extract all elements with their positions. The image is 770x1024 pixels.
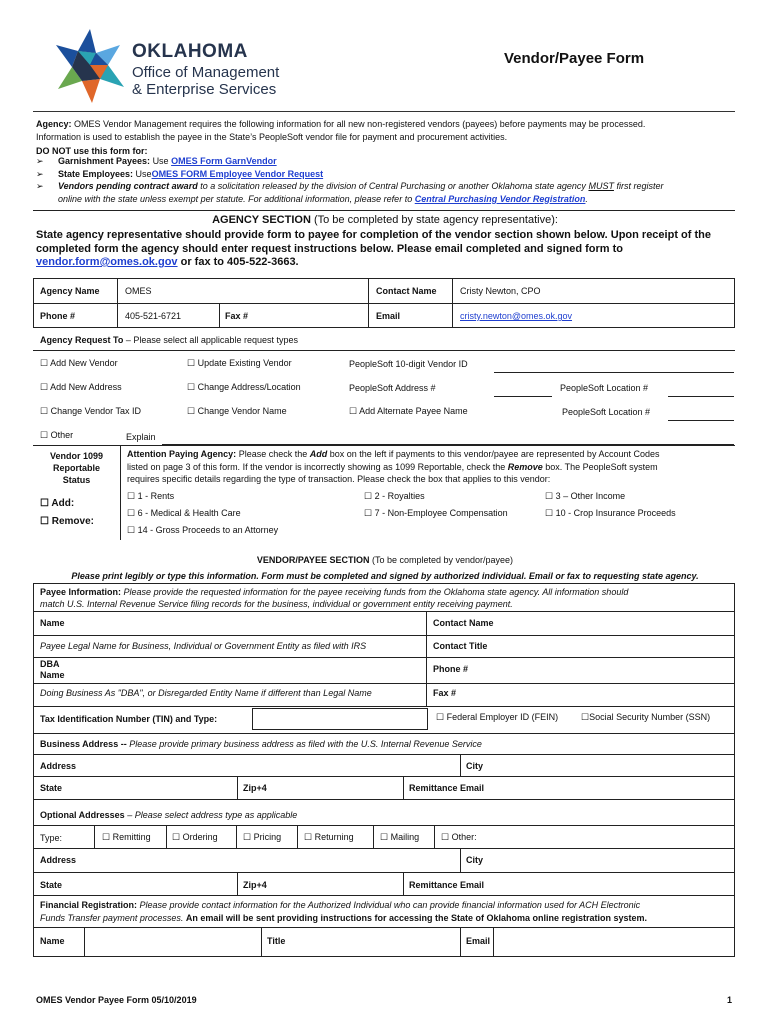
ps-location-label: PeopleSoft Location # <box>560 383 649 393</box>
remit-email-label: Remittance Email <box>409 783 485 793</box>
checkbox-icon <box>364 491 372 501</box>
header-divider <box>33 111 735 112</box>
city2-label: City <box>466 855 484 865</box>
vendor-fax-field[interactable] <box>470 685 730 701</box>
code14-label: 14 - Gross Proceeds to an Attorney <box>137 525 279 535</box>
fein-checkbox[interactable] <box>436 712 558 723</box>
bullet3-line2: online with the state unless exempt per statute. For additional information, please refer to <box>58 193 413 204</box>
agency-title: AGENCY SECTION <box>212 214 311 226</box>
remit2-divider <box>403 872 404 895</box>
tin-label: Tax Identification Number (TIN) and Type: <box>40 714 218 724</box>
dba-name-field[interactable] <box>80 660 420 680</box>
agency-instructions <box>36 229 746 270</box>
checkbox-icon <box>40 516 49 527</box>
business-addr-note: Please provide primary business address as filed with the U.S. Internal Revenue Service <box>129 739 482 749</box>
vendor-phone-label: Phone # <box>433 664 469 674</box>
code6-label: 6 - Medical & Health Care <box>137 508 241 518</box>
col-divider <box>452 278 453 328</box>
add-address-label: Add New Address <box>50 382 122 392</box>
fin-name-field[interactable] <box>90 931 255 951</box>
pricing-checkbox[interactable] <box>243 832 281 843</box>
vendor-fax-label: Fax # <box>433 688 457 698</box>
code1-checkbox[interactable] <box>127 491 174 502</box>
fax-text: or fax to 405-522-3663. <box>180 256 299 268</box>
financial-registration <box>40 899 730 924</box>
agency-request-heading <box>40 335 298 345</box>
payee-info-label: Payee Information: <box>40 587 122 597</box>
bullet2-label: State Employees: <box>58 168 134 179</box>
code10-label: 10 - Crop Insurance Proceeds <box>555 508 676 518</box>
agency-title-note: (To be completed by state agency representative): <box>313 214 558 226</box>
vendor-title: VENDOR/PAYEE SECTION <box>256 555 370 565</box>
explain-label: Explain <box>126 432 156 442</box>
checkbox-icon <box>187 382 195 392</box>
type-divider <box>166 825 167 848</box>
code6-checkbox[interactable] <box>127 508 241 519</box>
dba-label1: DBA <box>40 659 60 669</box>
agency-instr1: State agency representative should provide form to payee for completion of the vendor section shown below. Upon receipt of the <box>36 229 711 241</box>
row-line <box>33 657 735 658</box>
remit-divider <box>403 776 404 799</box>
type-divider <box>236 825 237 848</box>
status-label3: Status <box>62 475 91 485</box>
attn-label: Attention Paying Agency: <box>127 449 237 459</box>
checkbox-icon <box>127 525 135 535</box>
ordering-label: Ordering <box>182 832 218 842</box>
bullet2-text: Use <box>135 168 152 179</box>
bullet-employees <box>36 168 736 181</box>
email-field[interactable]: cristy.newton@omes.ok.gov <box>460 311 573 321</box>
row-line <box>33 635 735 636</box>
agency-section-title <box>0 214 770 226</box>
contact-name-label: Contact Name <box>376 286 437 296</box>
other-type-checkbox[interactable] <box>441 832 477 843</box>
bullet1-text: Use <box>152 156 169 166</box>
status-label <box>33 450 120 486</box>
ps-address-field[interactable] <box>494 396 552 397</box>
change-address-label: Change Address/Location <box>197 382 301 392</box>
dba-hint: Doing Business As "DBA", or Disregarded Entity Name if different than Legal Name <box>40 688 372 698</box>
contact-title-field[interactable] <box>505 638 730 654</box>
business-address-heading <box>40 739 482 749</box>
checkbox-icon <box>349 406 357 416</box>
checkbox-icon <box>441 832 449 842</box>
bullet-garnishment <box>36 155 736 168</box>
bullet1-label: Garnishment Payees: <box>58 156 151 166</box>
phone-field[interactable]: 405-521-6721 <box>125 311 182 321</box>
remitting-label: Remitting <box>112 832 151 842</box>
change-tax-label: Change Vendor Tax ID <box>50 406 141 416</box>
fin-label: Financial Registration: <box>40 900 138 910</box>
other-label: Other <box>50 430 74 440</box>
city2-field[interactable] <box>492 851 730 867</box>
add-1099-checkbox[interactable] <box>40 498 74 509</box>
add-1099-label: Add: <box>51 498 75 509</box>
checkbox-icon <box>40 358 48 368</box>
vendor-col-divider <box>426 611 427 706</box>
checkbox-icon <box>40 406 48 416</box>
zip-divider <box>237 776 238 799</box>
state-label: State <box>40 783 63 793</box>
status-divider <box>33 445 735 446</box>
agency-text: OMES Vendor Management requires the following information for all new non-registered vendors (payees) before payments may be processed. <box>74 119 646 129</box>
ssn-checkbox[interactable] <box>581 712 710 723</box>
payee-info-text: Please provide the requested information for the payee receiving funds from the Oklahoma state agency. All information should <box>123 587 629 597</box>
fin-email-label: Email <box>466 936 491 946</box>
checkbox-icon <box>581 712 589 722</box>
arrow-bullet-icon: ➢ <box>36 156 44 166</box>
row-line <box>33 733 735 734</box>
intro <box>36 118 736 158</box>
checkbox-icon <box>545 508 553 518</box>
bullet3-must: MUST <box>588 181 614 191</box>
row-line <box>33 776 735 777</box>
code14-checkbox[interactable] <box>127 525 278 536</box>
state2-label: State <box>40 880 63 890</box>
agency-text2: Information is used to establish the payee in the State’s PeopleSoft vendor file for payment and procurement activities. <box>36 132 508 142</box>
remitting-checkbox[interactable] <box>102 832 151 843</box>
returning-label: Returning <box>314 832 354 842</box>
contact-title-label: Contact Title <box>433 641 488 651</box>
row-line <box>33 927 735 928</box>
fin-divider <box>84 927 85 957</box>
code7-label: 7 - Non-Employee Compensation <box>374 508 508 518</box>
attn-line2b: box. The PeopleSoft system <box>545 461 658 472</box>
phone-label: Phone # <box>40 311 76 321</box>
optional-addresses-heading <box>40 810 297 820</box>
fin-divider <box>460 927 461 957</box>
add-vendor-label: Add New Vendor <box>50 358 118 368</box>
central-purchasing-link[interactable]: Central Purchasing Vendor Registration <box>414 193 586 204</box>
email-label: Email <box>376 311 401 321</box>
dba-label2: Name <box>40 670 65 680</box>
other-type-label: Other: <box>451 832 477 842</box>
fin-divider <box>493 927 494 957</box>
row-line <box>33 825 735 826</box>
garnvendor-link[interactable]: OMES Form GarnVendor <box>171 156 277 166</box>
status-col-divider <box>120 445 121 540</box>
zip2-label: Zip+4 <box>243 880 267 890</box>
type-divider <box>94 825 95 848</box>
row-line <box>33 683 735 684</box>
status-label1: Vendor 1099 <box>49 451 104 461</box>
arrow-bullet-icon: ➢ <box>36 181 44 191</box>
contact-name-field[interactable]: Cristy Newton, CPO <box>460 286 541 296</box>
type-divider <box>434 825 435 848</box>
alt-payee-label: Add Alternate Payee Name <box>359 406 468 416</box>
update-vendor-label: Update Existing Vendor <box>197 358 292 368</box>
legal-name-hint: Payee Legal Name for Business, Individual or Government Entity as filed with IRS <box>40 641 367 651</box>
other-type-field[interactable] <box>485 829 730 845</box>
mailing-label: Mailing <box>390 832 420 842</box>
address2-field[interactable] <box>90 851 460 867</box>
zip-label: Zip+4 <box>243 783 267 793</box>
row-line <box>33 895 735 896</box>
payee-name-field[interactable] <box>80 614 420 630</box>
remit-email2-label: Remittance Email <box>409 880 485 890</box>
star-logo-icon <box>50 25 130 105</box>
vendor-phone-field[interactable] <box>480 661 730 677</box>
change-tax-id-checkbox[interactable] <box>40 406 141 417</box>
state2-field[interactable] <box>70 876 230 892</box>
code2-label: 2 - Royalties <box>374 491 425 501</box>
checkbox-icon <box>436 712 444 722</box>
attn-add: Add <box>309 449 328 459</box>
update-vendor-checkbox[interactable] <box>187 358 292 369</box>
code1-label: 1 - Rents <box>137 491 175 501</box>
zip2-field[interactable] <box>275 876 395 892</box>
arrow-bullet-icon: ➢ <box>36 168 44 179</box>
contact-name-label: Contact Name <box>433 618 494 628</box>
contact-name-field[interactable] <box>505 614 730 630</box>
page-number: 1 <box>727 995 733 1005</box>
row-line <box>33 872 735 873</box>
ps-location2-label: PeopleSoft Location # <box>562 407 651 417</box>
org-line3: & Enterprise Services <box>132 81 277 98</box>
name-label: Name <box>40 618 65 628</box>
org-line1: OKLAHOMA <box>132 41 248 62</box>
attn-line2a: listed on page 3 of this form. If the vendor is incorrectly showing as 1099 Reportable, check the <box>127 461 506 472</box>
tin-field[interactable] <box>252 708 428 730</box>
city-label: City <box>466 761 484 771</box>
attn-text1: Please check the <box>238 449 308 459</box>
remit-email2-field[interactable] <box>497 876 730 892</box>
city2-divider <box>460 848 461 872</box>
ps-location-field[interactable] <box>668 396 734 397</box>
add-new-address-checkbox[interactable] <box>40 382 122 393</box>
agency-name-field[interactable]: OMES <box>125 286 152 296</box>
city-divider <box>460 754 461 776</box>
agency-table-divider <box>33 303 735 304</box>
col-divider <box>368 278 369 328</box>
row-line <box>33 799 735 800</box>
fax-label: Fax # <box>225 311 249 321</box>
fein-label: Federal Employer ID (FEIN) <box>446 712 559 722</box>
type-divider <box>373 825 374 848</box>
dba-label <box>40 659 65 681</box>
ps-vendor-id-label: PeopleSoft 10-digit Vendor ID <box>349 359 468 369</box>
checkbox-icon <box>364 508 372 518</box>
returning-checkbox[interactable] <box>304 832 354 843</box>
checkbox-icon <box>127 491 135 501</box>
checkbox-icon <box>243 832 251 842</box>
code3-label: 3 – Other Income <box>555 491 626 501</box>
state-field[interactable] <box>70 779 230 795</box>
row-line <box>33 754 735 755</box>
attention-paragraph <box>127 448 732 486</box>
checkbox-icon <box>545 491 553 501</box>
bullet3-text2: first register <box>616 181 664 191</box>
checkbox-icon <box>40 430 48 440</box>
fin-text2a: Funds Transfer payment processes. <box>40 912 184 923</box>
type-divider <box>297 825 298 848</box>
change-address-checkbox[interactable] <box>187 382 301 393</box>
fin-text: Please provide contact information for the Authorized Individual who can provide financial information used for ACH Electronic <box>139 900 641 910</box>
zip-field[interactable] <box>275 779 395 795</box>
form-title: Vendor/Payee Form <box>504 50 645 67</box>
ps-address-label: PeopleSoft Address # <box>349 383 436 393</box>
request-divider <box>33 350 735 351</box>
intro-divider <box>33 210 735 211</box>
checkbox-icon <box>172 832 180 842</box>
zip2-divider <box>237 872 238 895</box>
status-label2: Reportable <box>52 463 100 473</box>
checkbox-icon <box>304 832 312 842</box>
fin-text2b: An email will be sent providing instructions for accessing the State of Oklahoma online registration system. <box>185 912 648 923</box>
remove-1099-label: Remove: <box>51 516 94 527</box>
bullet3-label: Vendors pending contract award <box>58 181 198 191</box>
agency-instr2: completed form the agency should enter request instructions below. Please email completed and signed form to <box>36 242 623 255</box>
checkbox-icon <box>187 406 195 416</box>
type-label: Type: <box>40 833 63 843</box>
fax-field[interactable] <box>260 308 360 322</box>
ps-vendor-id-field[interactable] <box>494 372 734 373</box>
payee-info <box>40 587 730 610</box>
code3-checkbox[interactable] <box>545 491 625 502</box>
vendor-title-note: (To be completed by vendor/payee) <box>371 555 514 565</box>
pricing-label: Pricing <box>253 832 282 842</box>
change-name-checkbox[interactable] <box>187 406 287 417</box>
address2-label: Address <box>40 855 77 865</box>
vendor-section-title <box>0 555 770 565</box>
checkbox-icon <box>380 832 388 842</box>
code2-checkbox[interactable] <box>364 491 425 502</box>
checkbox-icon <box>40 382 48 392</box>
checkbox-icon <box>187 358 195 368</box>
optional-label: Optional Addresses <box>40 810 125 820</box>
ordering-checkbox[interactable] <box>172 832 218 843</box>
business-addr-label: Business Address -- <box>40 739 127 749</box>
col-divider <box>219 303 220 328</box>
agency-name-label: Agency Name <box>40 286 100 296</box>
request-note: – Please select all applicable request types <box>125 335 298 345</box>
mailing-checkbox[interactable] <box>380 832 419 843</box>
do-not-heading: DO NOT use this form for: <box>36 146 148 156</box>
org-line2: Office of Management <box>132 64 280 81</box>
optional-note: – Please select address type as applicable <box>127 810 298 820</box>
payee-info-text2: match U.S. Internal Revenue Service filing records for the business, individual or government entity receiving payment. <box>40 598 513 609</box>
fin-title-field[interactable] <box>294 931 454 951</box>
address-field[interactable] <box>90 757 460 773</box>
fin-email-field[interactable] <box>499 931 730 951</box>
fin-name-label: Name <box>40 936 65 946</box>
row-line <box>33 706 735 707</box>
code7-checkbox[interactable] <box>364 508 508 519</box>
ssn-label: Social Security Number (SSN) <box>589 712 711 722</box>
alt-payee-checkbox[interactable] <box>349 406 468 417</box>
ps-location2-field[interactable] <box>668 420 734 421</box>
attn-line3: requires specific details regarding the type of transaction. Please check the box that applies to this vendor: <box>127 474 551 484</box>
checkbox-icon <box>102 832 110 842</box>
request-label: Agency Request To <box>40 335 124 345</box>
code10-checkbox[interactable] <box>545 508 676 519</box>
other-checkbox[interactable] <box>40 430 73 441</box>
footer-form-id: OMES Vendor Payee Form 05/10/2019 <box>36 995 197 1005</box>
fin-title-label: Title <box>267 936 286 946</box>
change-name-label: Change Vendor Name <box>197 406 287 416</box>
remove-1099-checkbox[interactable] <box>40 516 94 527</box>
attn-text2: box on the left if payments to this vendor/payee are represented by Account Codes <box>329 449 660 459</box>
agency-label: Agency: <box>36 119 72 129</box>
employee-vendor-link[interactable]: OMES FORM Employee Vendor Request <box>151 168 324 179</box>
address-label: Address <box>40 761 77 771</box>
bullet3-text: to a solicitation released by the division of Central Purchasing or another Oklahoma state agency <box>200 181 586 191</box>
checkbox-icon <box>127 508 135 518</box>
row-line <box>33 848 735 849</box>
print-note: Please print legibly or type this information. Form must be completed and signed by authorized individual. Email or fax to requesting state agency. <box>71 571 699 581</box>
row-line <box>33 611 735 612</box>
remit-email-field[interactable] <box>497 779 730 795</box>
checkbox-icon <box>40 498 49 509</box>
omes-logo <box>50 25 300 105</box>
col-divider <box>117 278 118 328</box>
city-field[interactable] <box>492 757 730 773</box>
exclusions-list: ➢ Garnishment Payees: Use OMES Form GarnVendor ➢ State Employees: UseOMES FORM Employee Vendor Request ➢ Vendors pending contract award to a solicitation released by the division of Central Purchasing or another Oklahoma state agency MUST first register online with the state unless exempt per statute. For additional information, please refer to Central Purchasing Vendor Registration. <box>36 155 736 205</box>
fin-divider <box>261 927 262 957</box>
add-new-vendor-checkbox[interactable] <box>40 358 118 369</box>
attn-remove: Remove <box>507 461 543 472</box>
vendor-form-email-link[interactable]: vendor.form@omes.ok.gov <box>36 256 178 268</box>
bullet-contract <box>36 180 736 193</box>
